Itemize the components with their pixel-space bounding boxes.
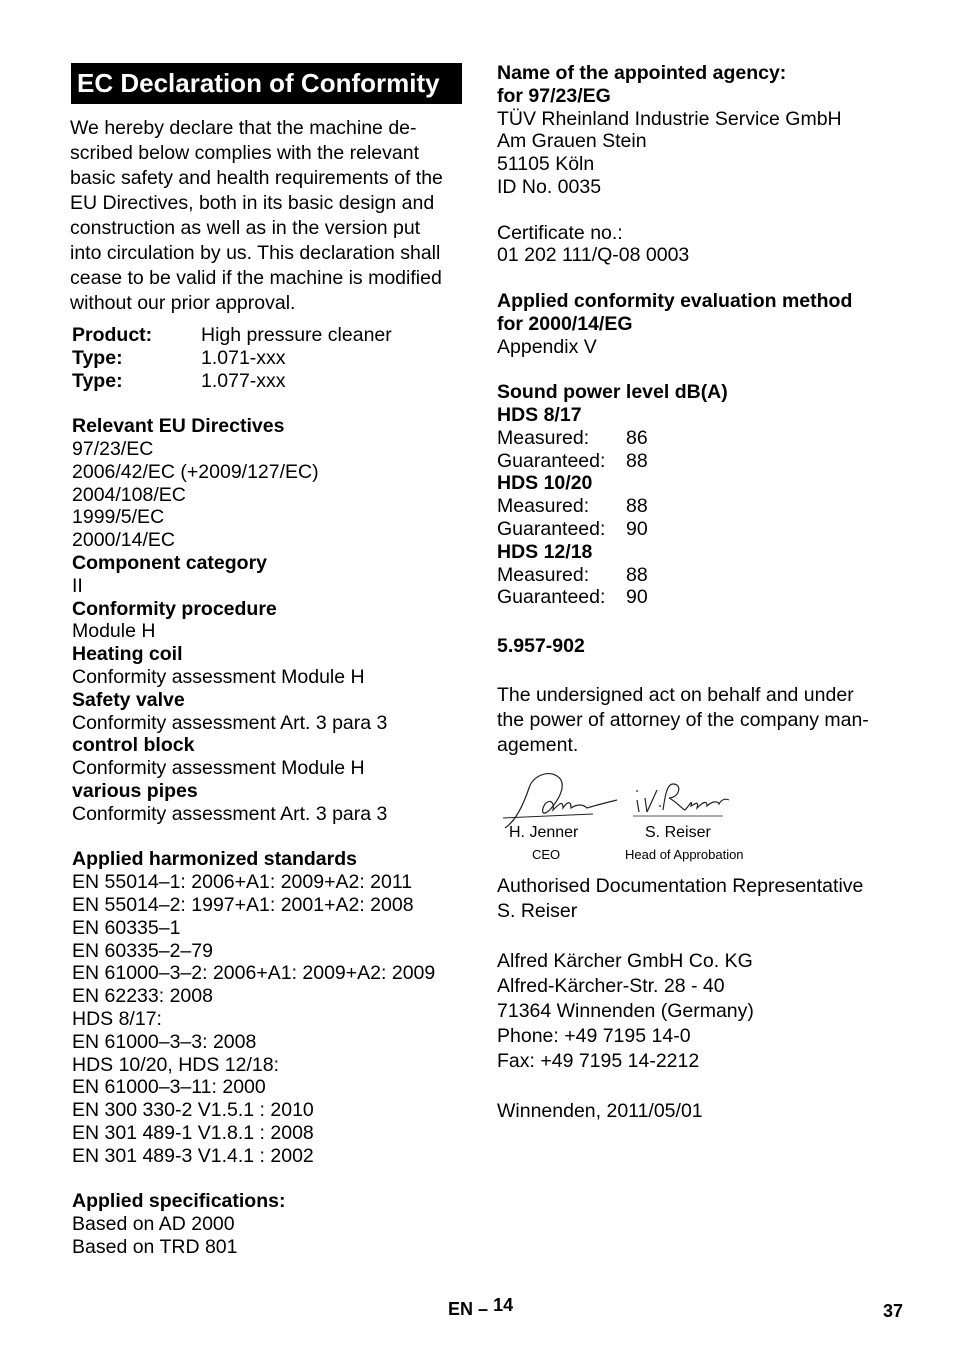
company-line: Alfred Kärcher GmbH Co. KG	[497, 949, 753, 972]
safety-valve-title: Safety valve	[72, 688, 185, 711]
guaranteed-label: Guaranteed:	[497, 449, 606, 472]
measured-label: Measured:	[497, 563, 590, 586]
standard-item: EN 301 489-1 V1.8.1 : 2008	[72, 1121, 314, 1144]
sound-model: HDS 10/20	[497, 472, 593, 495]
company-line: Phone: +49 7195 14-0	[497, 1024, 691, 1047]
intro-line: EU Directives, both in its basic design and	[70, 192, 435, 214]
type-label: Type:	[72, 369, 123, 392]
intro-line: construction as well as in the version put	[70, 217, 421, 239]
agency-line: Am Grauen Stein	[497, 130, 647, 153]
type-value: 1.071-xxx	[201, 346, 286, 369]
type-row	[72, 347, 462, 370]
company-line: 71364 Winnenden (Germany)	[497, 999, 754, 1022]
sound-measured-row	[497, 427, 897, 450]
company-line: Alfred-Kärcher-Str. 28 - 40	[497, 974, 725, 997]
signature-reiser	[633, 776, 733, 822]
safety-valve-value: Conformity assessment Art. 3 para 3	[72, 711, 388, 734]
standard-item: EN 300 330-2 V1.5.1 : 2010	[72, 1099, 314, 1122]
directives-title: Relevant EU Directives	[72, 415, 285, 438]
type-row	[72, 370, 462, 393]
measured-label: Measured:	[497, 426, 590, 449]
standard-item: HDS 10/20, HDS 12/18:	[72, 1053, 280, 1076]
sound-title: Sound power level dB(A)	[497, 381, 728, 404]
standard-item: EN 60335–2–79	[72, 939, 213, 962]
standards-title: Applied harmonized standards	[72, 848, 357, 871]
agency-subtitle: for 97/23/EG	[497, 84, 611, 107]
sound-measured-row	[497, 495, 897, 518]
standard-item: EN 61000–3–3: 2008	[72, 1030, 257, 1053]
guaranteed-value: 88	[626, 449, 648, 472]
part-number: 5.957-902	[497, 635, 585, 658]
agency-line: TÜV Rheinland Industrie Service GmbH	[497, 107, 842, 130]
certificate-value: 01 202 111/Q-08 0003	[497, 244, 690, 267]
standard-item: EN 55014–1: 2006+A1: 2009+A2: 2011	[72, 871, 413, 894]
conformity-procedure-value: Module H	[72, 620, 156, 643]
guaranteed-label: Guaranteed:	[497, 517, 606, 540]
control-block-title: control block	[72, 734, 195, 757]
undersigned-line: the power of attorney of the company man-	[497, 708, 869, 731]
measured-label: Measured:	[497, 495, 590, 518]
measured-value: 88	[626, 495, 648, 518]
evaluation-value: Appendix V	[497, 335, 597, 358]
standard-item: HDS 8/17:	[72, 1007, 162, 1030]
signature-block	[497, 770, 897, 870]
agency-line: 51105 Köln	[497, 153, 595, 176]
standard-item: EN 55014–2: 1997+A1: 2001+A2: 2008	[72, 893, 414, 916]
left-column	[70, 63, 462, 1259]
measured-value: 88	[626, 563, 648, 586]
footer-language	[448, 1295, 514, 1321]
specification-item: Based on TRD 801	[72, 1235, 238, 1258]
intro-line: scribed below complies with the relevant	[70, 142, 420, 164]
footer-lang-code: EN	[448, 1299, 474, 1319]
evaluation-title: Applied conformity evaluation method	[497, 289, 853, 312]
footer-sub-page: 14	[493, 1295, 514, 1315]
conformity-procedure-title: Conformity procedure	[72, 597, 277, 620]
various-pipes-value: Conformity assessment Art. 3 para 3	[72, 802, 388, 825]
intro-line: into circulation by us. This declaration shall	[70, 242, 441, 264]
guaranteed-value: 90	[626, 586, 648, 609]
measured-value: 86	[626, 426, 648, 449]
sound-guaranteed-row	[497, 586, 897, 609]
component-category-title: Component category	[72, 551, 268, 574]
intro-paragraph	[70, 116, 462, 316]
intro-line: basic safety and health requirements of the	[70, 167, 443, 189]
specification-item: Based on AD 2000	[72, 1213, 235, 1236]
guaranteed-value: 90	[626, 517, 648, 540]
directive-item: 2006/42/EC (+2009/127/EC)	[72, 460, 319, 483]
type-value: 1.077-xxx	[201, 369, 286, 392]
component-category-value: II	[72, 574, 83, 597]
control-block-value: Conformity assessment Module H	[72, 757, 365, 780]
sound-measured-row	[497, 564, 897, 587]
sound-model: HDS 12/18	[497, 540, 593, 563]
representative-name: S. Reiser	[497, 899, 578, 922]
representative-title: Authorised Documentation Representative	[497, 874, 864, 897]
standard-item: EN 61000–3–2: 2006+A1: 2009+A2: 2009	[72, 962, 436, 985]
directive-item: 2004/108/EC	[72, 483, 186, 506]
sound-guaranteed-row	[497, 518, 897, 541]
heating-coil-value: Conformity assessment Module H	[72, 665, 365, 688]
standard-item: EN 61000–3–11: 2000	[72, 1076, 266, 1099]
page-number: 37	[883, 1301, 904, 1321]
signatory-role: Head of Approbation	[625, 846, 744, 862]
directive-item: 2000/14/EC	[72, 529, 175, 552]
guaranteed-label: Guaranteed:	[497, 586, 606, 609]
sound-guaranteed-row	[497, 450, 897, 473]
right-column	[497, 62, 897, 1124]
standard-item: EN 62233: 2008	[72, 985, 213, 1008]
undersigned-line: agement.	[497, 733, 579, 756]
product-label: Product:	[72, 324, 153, 346]
directive-item: 1999/5/EC	[72, 506, 165, 529]
signatory-role: CEO	[532, 846, 561, 862]
signatory-name: S. Reiser	[645, 823, 711, 841]
footer-dash: –	[478, 1299, 489, 1319]
intro-line: We hereby declare that the machine de-	[70, 117, 417, 139]
agency-title: Name of the appointed agency:	[497, 62, 787, 84]
intro-line: without our prior approval.	[70, 292, 296, 314]
specifications-title: Applied specifications:	[72, 1190, 286, 1213]
undersigned-paragraph	[497, 683, 897, 758]
product-block	[70, 324, 462, 1259]
place-date: Winnenden, 2011/05/01	[497, 1099, 703, 1122]
standard-item: EN 60335–1	[72, 916, 181, 939]
product-value: High pressure cleaner	[201, 324, 392, 346]
company-line: Fax: +49 7195 14-2212	[497, 1049, 700, 1072]
various-pipes-title: various pipes	[72, 779, 198, 802]
type-label: Type:	[72, 346, 123, 369]
heating-coil-title: Heating coil	[72, 643, 183, 666]
evaluation-subtitle: for 2000/14/EG	[497, 312, 633, 335]
directive-item: 97/23/EC	[72, 437, 154, 460]
undersigned-line: The undersigned act on behalf and under	[497, 683, 854, 706]
product-row	[72, 324, 462, 347]
certificate-label: Certificate no.:	[497, 221, 623, 244]
signatory-name: H. Jenner	[509, 823, 579, 841]
standard-item: EN 301 489-3 V1.4.1 : 2002	[72, 1144, 314, 1167]
sound-model: HDS 8/17	[497, 403, 582, 426]
intro-line: cease to be valid if the machine is modified	[70, 267, 442, 289]
page-title: EC Declaration of Conformity	[71, 63, 462, 104]
agency-line: ID No. 0035	[497, 175, 602, 198]
